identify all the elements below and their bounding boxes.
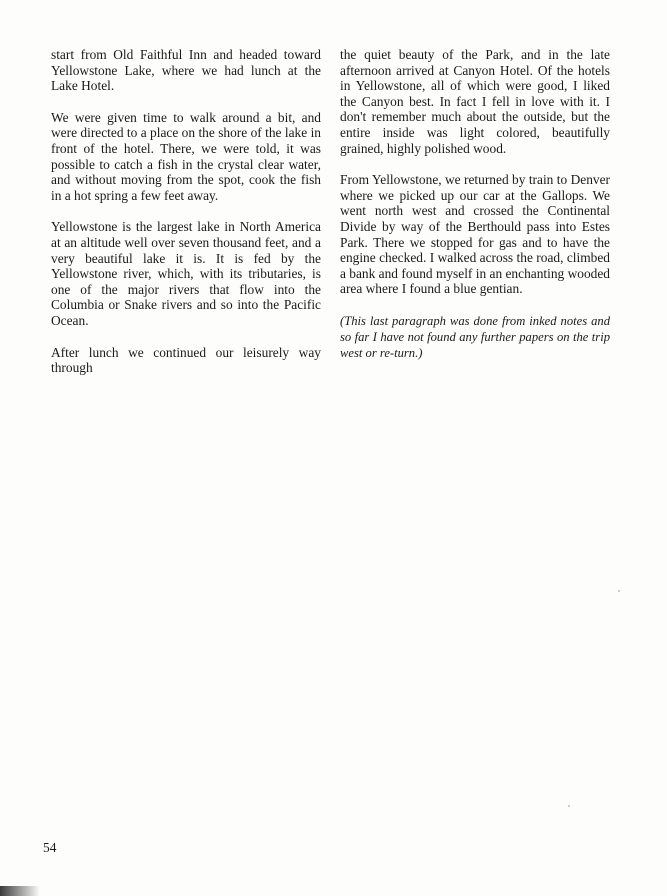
- paragraph: From Yellowstone, we returned by train to Denver where we picked up our car at the Gallops. We went north west and crossed the Continental Divide by way of the Berthould pass into Estes Park. There we stopped for gas and to have the engine checked. I walked across the road, climbed a bank and found myself in an enchanting wooded area where I found a blue gentian.: [340, 172, 610, 297]
- paragraph: start from Old Faithful Inn and headed toward Yellowstone Lake, where we had lunch at the Lake Hotel.: [51, 47, 321, 94]
- scan-speck: [568, 805, 570, 807]
- paragraph: the quiet beauty of the Park, and in the late afternoon arrived at Canyon Hotel. Of the hotels in Yellowstone, all of which were good, I liked the Canyon best. In fact I fell in love with it. I don't remember much about the outside, but the entire inside was light colored, beautifully grained, highly polished wood.: [340, 47, 610, 156]
- editor-note: (This last paragraph was done from inked notes and so far I have not found any further papers on the trip west or re-turn.): [340, 313, 610, 360]
- paragraph: We were given time to walk around a bit, and were directed to a place on the shore of the lake in front of the hotel. There, we were told, it was possible to catch a fish in the crystal clear water, and without moving from the spot, cook the fish in a hot spring a few feet away.: [51, 109, 321, 203]
- scan-speck: [618, 590, 620, 592]
- paragraph: Yellowstone is the largest lake in North America at an altitude well over seven thousand feet, and a very beautiful lake it is. It is fed by the Yellowstone river, which, with its tributaries, is one of the major rivers that flow into the Columbia or Snake rivers and so into the Pacific Ocean.: [51, 219, 321, 328]
- scan-edge-shadow: [0, 886, 40, 896]
- left-column: [51, 47, 321, 392]
- page-number: 54: [43, 840, 57, 855]
- right-column: [340, 47, 610, 377]
- paragraph: After lunch we continued our leisurely way through: [51, 344, 321, 376]
